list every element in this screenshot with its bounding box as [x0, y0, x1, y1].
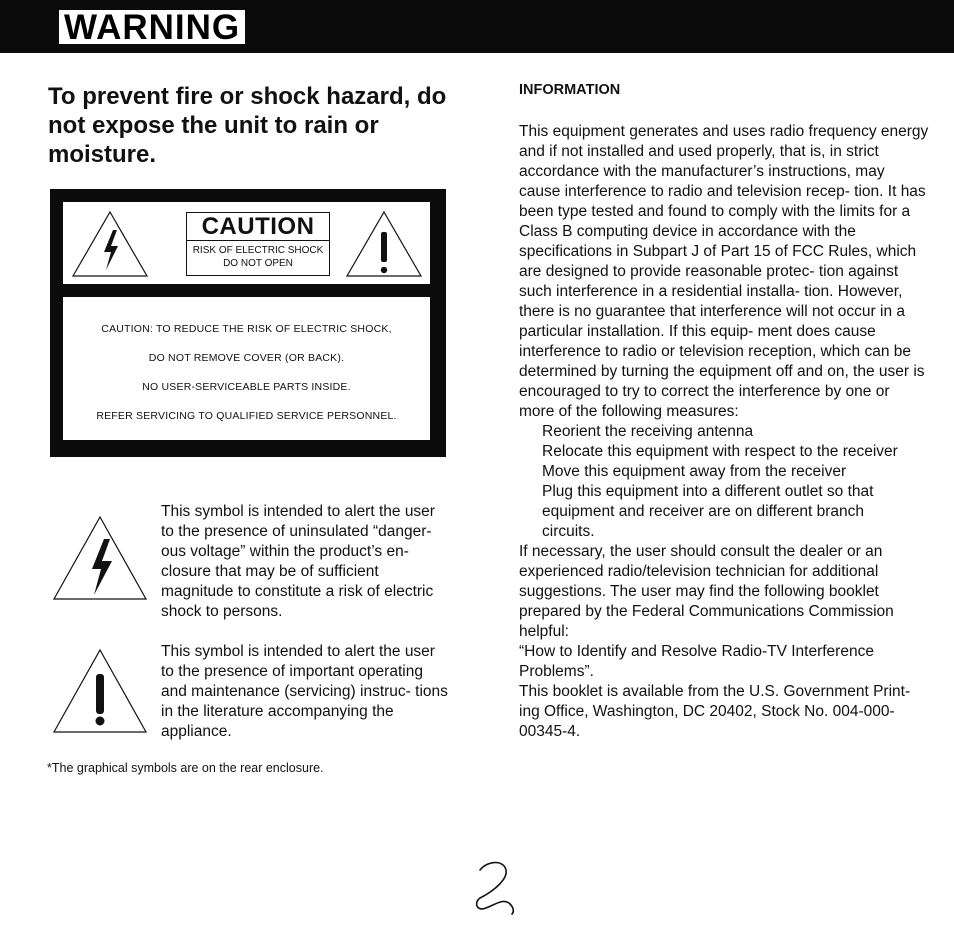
measure-item: Move this equipment away from the receiver — [542, 463, 847, 480]
measure-item: Plug this equipment into a different outlet so that equipment and receiver are on different branch circuits. — [542, 483, 874, 540]
caution-symbol-row — [63, 202, 430, 284]
hazard-headline: To prevent fire or shock hazard, do not expose the unit to rain or moisture. — [48, 83, 447, 168]
lightning-triangle-icon — [71, 210, 149, 278]
lightning-symbol-description: This symbol is intended to alert the user to the presence of uninsulated “danger- ous voltage” within the product’s en- closure that may be of sufficient magnitude to constitute a risk of electric shock to persons. — [161, 503, 435, 620]
lightning-triangle-icon — [52, 515, 148, 601]
booklet-title: “How to Identify and Resolve Radio-TV Interference Problems”. — [519, 643, 874, 680]
caution-panel — [50, 189, 446, 457]
warning-banner — [0, 0, 954, 53]
handwritten-page-number — [470, 858, 530, 916]
exclamation-triangle-icon — [52, 648, 148, 734]
measure-item: Relocate this equipment with respect to the receiver — [542, 443, 898, 460]
warning-title: WARNING — [57, 8, 247, 46]
exclamation-triangle-icon — [345, 210, 423, 278]
footnote: *The graphical symbols are on the rear enclosure. — [47, 761, 324, 775]
information-heading: INFORMATION — [519, 82, 621, 98]
consult-paragraph: If necessary, the user should consult the dealer or an experienced radio/television technician for additional suggestions. The user may find the following booklet prepared by the Federal Communications Commission helpful: — [519, 543, 894, 640]
caution-title: CAUTION — [187, 213, 329, 241]
caution-label — [186, 212, 330, 276]
information-paragraph: This equipment generates and uses radio frequency energy and if not installed and used properly, that is, in strict accordance with the manufacturer’s instructions, may cause interference to radio and television recep- tion. It has been type tested and found to comply with the limits for a Class B computing device in accordance with the specifications in Subpart J of Part 15 of FCC Rules, which are designed to provide reasonable protec- tion against such interference in a residential installa- tion. However, there is no guarantee that interference will not occur in a particular installation. If this equip- ment does cause interference to radio or television reception, which can be determined by turning the equipment off and on, the user is encouraged to try to correct the interference by one or more of the following measures: — [519, 123, 929, 420]
caution-instructions — [63, 297, 430, 440]
caution-line: REFER SERVICING TO QUALIFIED SERVICE PERSONNEL. — [96, 410, 397, 422]
information-text — [519, 122, 929, 742]
caution-line: CAUTION: TO REDUCE THE RISK OF ELECTRIC SHOCK, — [101, 323, 392, 335]
measure-item: Reorient the receiving antenna — [542, 423, 754, 440]
caution-line: DO NOT REMOVE COVER (OR BACK). — [148, 352, 345, 364]
caution-do-not-open-text: DO NOT OPEN — [223, 258, 293, 269]
exclamation-symbol-description: This symbol is intended to alert the user to the presence of important operating and maintenance (servicing) instruc- tions in the literature accompanying the appliance. — [161, 643, 448, 740]
caution-risk-text: RISK OF ELECTRIC SHOCK — [192, 245, 324, 256]
caution-line: NO USER-SERVICEABLE PARTS INSIDE. — [142, 381, 351, 393]
booklet-availability: This booklet is available from the U.S. Government Print- ing Office, Washington, DC 20402, Stock No. 004-000-00345-4. — [519, 683, 911, 740]
